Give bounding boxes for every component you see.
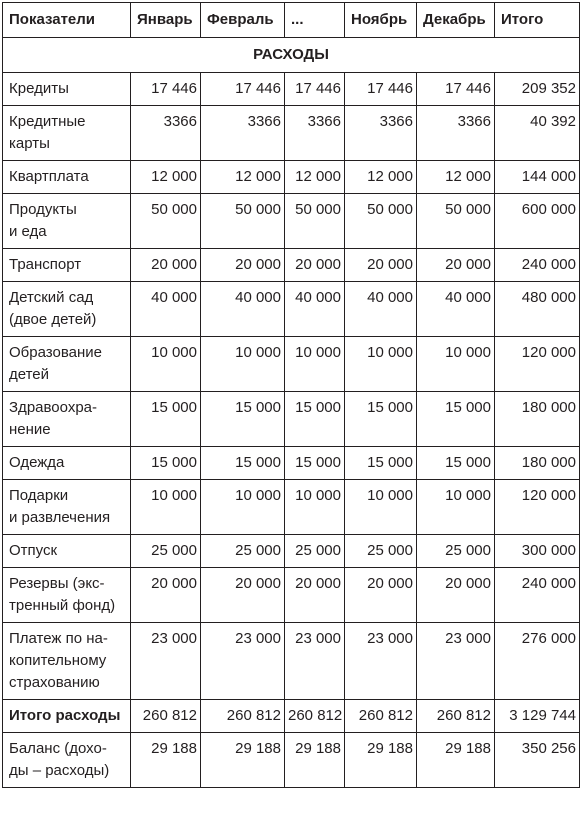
row-value: 17 446 xyxy=(417,73,495,106)
row-total-value: 240 000 xyxy=(495,568,580,623)
row-value: 3366 xyxy=(131,106,201,161)
row-value: 29 188 xyxy=(285,733,345,788)
row-total-value: 276 000 xyxy=(495,623,580,700)
row-total-value: 120 000 xyxy=(495,337,580,392)
row-label: Транспорт xyxy=(3,249,131,282)
row-value: 10 000 xyxy=(417,337,495,392)
row-value: 23 000 xyxy=(201,623,285,700)
header-ellipsis: ... xyxy=(285,3,345,38)
row-value: 17 446 xyxy=(285,73,345,106)
row-label: Отпуск xyxy=(3,535,131,568)
row-value: 12 000 xyxy=(131,161,201,194)
row-value: 17 446 xyxy=(345,73,417,106)
row-value: 10 000 xyxy=(285,337,345,392)
table-row xyxy=(3,249,580,282)
row-value: 50 000 xyxy=(201,194,285,249)
total-row xyxy=(3,700,580,733)
row-total-value: 350 256 xyxy=(495,733,580,788)
row-label: Квартплата xyxy=(3,161,131,194)
row-value: 260 812 xyxy=(201,700,285,733)
row-total-value: 3 129 744 xyxy=(495,700,580,733)
row-value: 17 446 xyxy=(201,73,285,106)
table-row xyxy=(3,73,580,106)
row-label: Резервы (экс- тренный фонд) xyxy=(3,568,131,623)
row-value: 15 000 xyxy=(417,392,495,447)
row-total-value: 180 000 xyxy=(495,447,580,480)
header-december: Декабрь xyxy=(417,3,495,38)
row-value: 17 446 xyxy=(131,73,201,106)
row-value: 10 000 xyxy=(131,337,201,392)
row-value: 12 000 xyxy=(345,161,417,194)
row-value: 260 812 xyxy=(417,700,495,733)
row-total-value: 480 000 xyxy=(495,282,580,337)
table-row xyxy=(3,535,580,568)
header-total: Итого xyxy=(495,3,580,38)
row-value: 40 000 xyxy=(285,282,345,337)
row-value: 10 000 xyxy=(345,337,417,392)
row-value: 20 000 xyxy=(285,568,345,623)
row-value: 3366 xyxy=(285,106,345,161)
table-row xyxy=(3,447,580,480)
row-value: 260 812 xyxy=(131,700,201,733)
row-value: 10 000 xyxy=(201,480,285,535)
row-value: 260 812 xyxy=(285,700,345,733)
row-value: 25 000 xyxy=(131,535,201,568)
row-value: 25 000 xyxy=(285,535,345,568)
table-row xyxy=(3,392,580,447)
row-value: 10 000 xyxy=(345,480,417,535)
row-value: 20 000 xyxy=(131,568,201,623)
row-value: 23 000 xyxy=(285,623,345,700)
table-body xyxy=(3,38,580,788)
row-value: 12 000 xyxy=(285,161,345,194)
header-january: Январь xyxy=(131,3,201,38)
table-header xyxy=(3,3,580,38)
row-value: 15 000 xyxy=(417,447,495,480)
row-value: 3366 xyxy=(417,106,495,161)
row-total-value: 240 000 xyxy=(495,249,580,282)
row-value: 40 000 xyxy=(131,282,201,337)
row-value: 29 188 xyxy=(201,733,285,788)
row-value: 15 000 xyxy=(345,447,417,480)
row-value: 25 000 xyxy=(345,535,417,568)
row-value: 50 000 xyxy=(285,194,345,249)
row-value: 29 188 xyxy=(131,733,201,788)
table-row xyxy=(3,161,580,194)
row-value: 3366 xyxy=(345,106,417,161)
row-label: Одежда xyxy=(3,447,131,480)
table-row xyxy=(3,106,580,161)
row-value: 10 000 xyxy=(285,480,345,535)
row-value: 23 000 xyxy=(131,623,201,700)
row-value: 40 000 xyxy=(345,282,417,337)
balance-row xyxy=(3,733,580,788)
row-label: Подарки и развлечения xyxy=(3,480,131,535)
row-value: 25 000 xyxy=(201,535,285,568)
row-value: 15 000 xyxy=(201,447,285,480)
row-value: 15 000 xyxy=(345,392,417,447)
row-label: Детский сад (двое детей) xyxy=(3,282,131,337)
row-label: Образование детей xyxy=(3,337,131,392)
row-value: 10 000 xyxy=(201,337,285,392)
row-value: 15 000 xyxy=(131,447,201,480)
section-row xyxy=(3,38,580,73)
row-label: Кредиты xyxy=(3,73,131,106)
row-total-value: 144 000 xyxy=(495,161,580,194)
row-value: 29 188 xyxy=(345,733,417,788)
row-value: 29 188 xyxy=(417,733,495,788)
row-value: 20 000 xyxy=(201,568,285,623)
row-value: 20 000 xyxy=(417,249,495,282)
row-value: 20 000 xyxy=(285,249,345,282)
row-value: 23 000 xyxy=(417,623,495,700)
row-value: 25 000 xyxy=(417,535,495,568)
row-value: 15 000 xyxy=(201,392,285,447)
row-total-value: 300 000 xyxy=(495,535,580,568)
row-value: 50 000 xyxy=(131,194,201,249)
header-indicators: Показатели xyxy=(3,3,131,38)
row-total-value: 600 000 xyxy=(495,194,580,249)
row-value: 20 000 xyxy=(345,568,417,623)
row-label: Здравоохра- нение xyxy=(3,392,131,447)
table-row xyxy=(3,568,580,623)
section-title: РАСХОДЫ xyxy=(3,38,580,73)
row-label: Продукты и еда xyxy=(3,194,131,249)
table-row xyxy=(3,282,580,337)
header-november: Ноябрь xyxy=(345,3,417,38)
row-total-value: 180 000 xyxy=(495,392,580,447)
table-row xyxy=(3,623,580,700)
row-value: 20 000 xyxy=(345,249,417,282)
budget-table xyxy=(2,2,580,788)
table-row xyxy=(3,480,580,535)
row-label: Баланс (дохо- ды – расходы) xyxy=(3,733,131,788)
table-row xyxy=(3,337,580,392)
row-value: 50 000 xyxy=(345,194,417,249)
header-february: Февраль xyxy=(201,3,285,38)
row-value: 15 000 xyxy=(285,392,345,447)
row-value: 40 000 xyxy=(417,282,495,337)
header-row xyxy=(3,3,580,38)
row-value: 20 000 xyxy=(417,568,495,623)
row-label: Платеж по на- копительному страхованию xyxy=(3,623,131,700)
row-value: 15 000 xyxy=(131,392,201,447)
row-value: 20 000 xyxy=(201,249,285,282)
row-total-value: 120 000 xyxy=(495,480,580,535)
row-value: 3366 xyxy=(201,106,285,161)
row-value: 260 812 xyxy=(345,700,417,733)
row-value: 12 000 xyxy=(417,161,495,194)
row-value: 40 000 xyxy=(201,282,285,337)
row-value: 10 000 xyxy=(131,480,201,535)
table-row xyxy=(3,194,580,249)
row-label: Кредитные карты xyxy=(3,106,131,161)
row-value: 20 000 xyxy=(131,249,201,282)
row-value: 23 000 xyxy=(345,623,417,700)
row-value: 50 000 xyxy=(417,194,495,249)
row-value: 12 000 xyxy=(201,161,285,194)
row-total-value: 209 352 xyxy=(495,73,580,106)
row-value: 10 000 xyxy=(417,480,495,535)
row-value: 15 000 xyxy=(285,447,345,480)
row-total-value: 40 392 xyxy=(495,106,580,161)
row-label: Итого расходы xyxy=(3,700,131,733)
